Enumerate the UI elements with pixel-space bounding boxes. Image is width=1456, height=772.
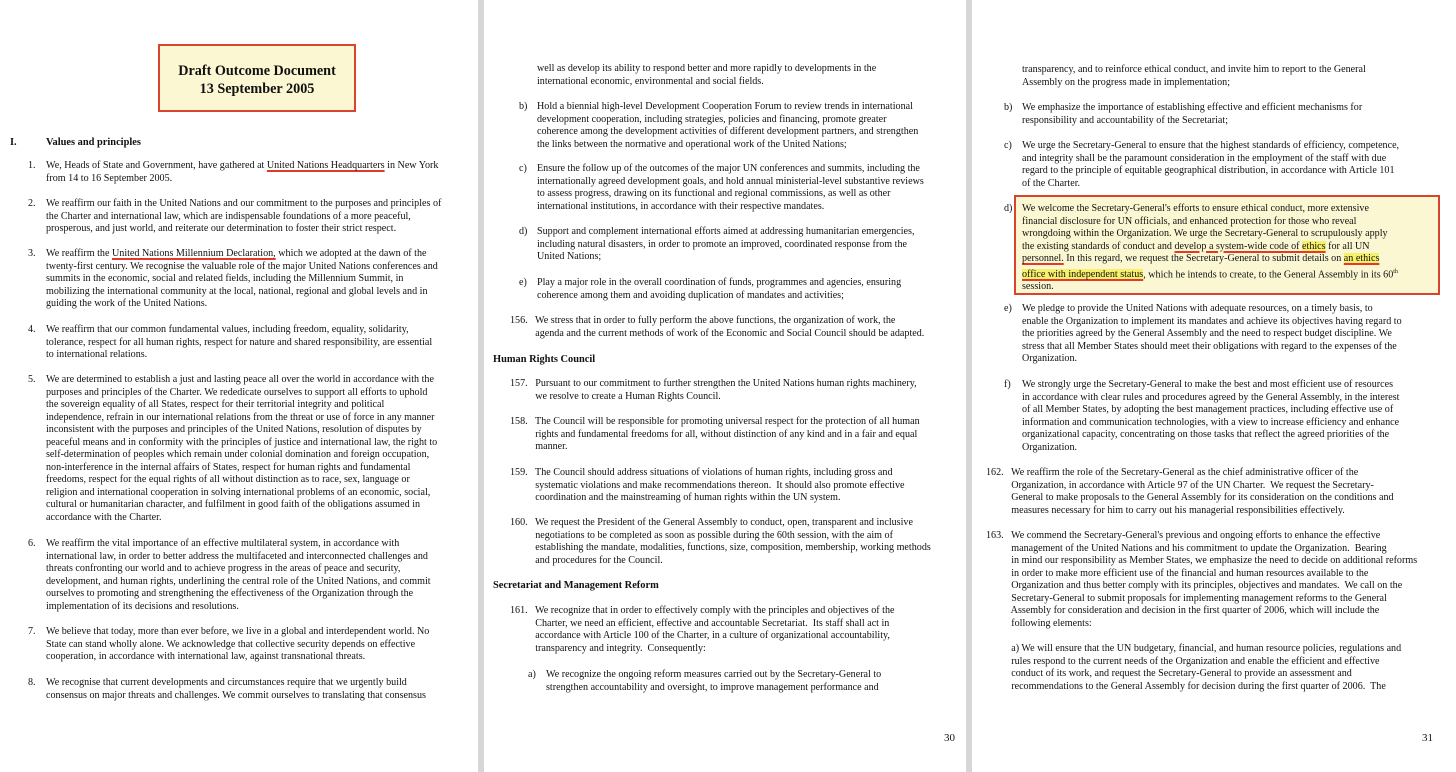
paragraph-4: We reaffirm that our common fundamental values, including freedom, equality, solidarity, tolerance, respect for all human rights, respect for nature and shared responsibility, are essential to international relations. [46, 324, 433, 360]
paragraph-number: 6. [28, 538, 36, 549]
item-e: We pledge to provide the United Nations with adequate resources, on a timely basis, to enable the Organization to implement its mandates and achieve its objectives having regard to the priorities agreed by the General Assembly and the need to respect budget discipline. We stress that all Member States should meet their obligations with regard to the expenses of the Organization. [1022, 303, 1402, 364]
paragraph-number: 7. [28, 626, 36, 637]
paragraph-161a: We recognize the ongoing reform measures carried out by the Secretary-General to strengthen accountability and oversight, to improve management performance and [546, 669, 882, 693]
paragraph-3: We reaffirm the United Nations Millennium Declaration, which we adopted at the dawn of the twenty-first century. We recognise the valuable role of the major United Nations conferences and summits in the economic, social and related fields, including the Millennium Summit, in mobilizing the international community at the local, national, regional and global levels and in guiding the work of the United Nations. [46, 248, 438, 309]
paragraph-163: 163. We commend the Secretary-General's previous and ongoing efforts to enhance the effective management of the United Nations and his commitment to update the Organization. Bearing in mind our responsibility as Member States, we emphasize the need to decide on additional reforms in order to make more efficient use of the financial and human resources available to the Organization and thus better comply with its principles, objectives and mandates. We call on the Secretary-General to submit proposals for implementing management reforms to the General Assembly for consideration and decision in the first quarter of 2006, which will include the following elements: [986, 530, 1418, 629]
document-page-30 [484, 0, 966, 772]
item-label: d) [519, 226, 528, 237]
paragraph-163a: a) We will ensure that the UN budgetary, financial, and human resource policies, regulations and rules respond to the current needs of the Organization and enable the efficient and effective conduct of its work, and request the Secretary-General to provide an assessment and recommendations to the General Assembly for decision during the first quarter of 2006. The [1011, 643, 1402, 692]
paragraph-2: We reaffirm our faith in the United Nations and our commitment to the purposes and principles of the Charter and international law, which are indispensable foundations of a more peaceful, prosperous, and just world, and reiterate our determination to foster their strict respect. [46, 198, 442, 234]
continued-text: well as develop its ability to respond better and more rapidly to developments in the international economic, environmental and social fields. [537, 63, 877, 87]
document-title: Draft Outcome Document [178, 63, 336, 79]
underlined-phrase: United Nations Headquarters [266, 160, 385, 171]
paragraph-159: 159. The Council should address situations of violations of human rights, including gross and systematic violations and make recommendations thereon. It should also promote effective coordination and the mainstreaming of human rights within the UN system. [510, 467, 905, 503]
item-d-line: personnel. In this regard, we request the Secretary-General to submit details on an ethics [1022, 253, 1380, 264]
heading-secretariat-reform: Secretariat and Management Reform [493, 580, 659, 591]
paragraph-number: 4. [28, 324, 36, 335]
item-d-line: financial disclosure for UN officials, and enhanced protection for those who reveal [1022, 215, 1357, 227]
item-b: We emphasize the importance of establishing effective and efficient mechanisms for responsibility and accountability of the Secretariat; [1022, 102, 1363, 126]
document-page-31 [972, 0, 1456, 772]
item-d-line: office with independent status, which he intends to create, to the General Assembly in its 60th [1022, 268, 1398, 280]
continued-text: transparency, and to reinforce ethical conduct, and invite him to report to the General Assembly on the progress made in implementation; [1022, 64, 1366, 88]
section-number: I. [10, 137, 17, 148]
heading-human-rights-council: Human Rights Council [493, 354, 596, 365]
item-d-line: session. [1022, 281, 1054, 293]
paragraph-162: 162. We reaffirm the role of the Secretary-General as the chief administrative officer of the Organization, in accordance with Article 97 of the UN Charter. We request the Secretary- General to make proposals to the General Assembly for its consideration on the conditions and measures necessary for him to carry out his managerial responsibilities effectively. [986, 467, 1394, 516]
document-date: 13 September 2005 [199, 81, 315, 97]
item-label: a) [528, 669, 536, 680]
item-label: f) [1004, 379, 1011, 390]
item-label: d) [1004, 203, 1013, 214]
item-label: c) [1004, 140, 1012, 151]
item-c: Ensure the follow up of the outcomes of the major UN conferences and summits, including the internationally agreed development goals, and hold annual ministerial-level substantive reviews to assess progress, drawing on its functional and regional commissions, as well as other international institutions, in accordance with their respective mandates. [537, 163, 924, 212]
item-label: e) [1004, 303, 1012, 314]
underlined-phrase: office with independent status [1022, 268, 1144, 280]
underlined-phrase: United Nations Millennium Declaration, [111, 248, 276, 259]
item-label: b) [1004, 102, 1013, 113]
item-d-line: We welcome the Secretary-General's efforts to ensure ethical conduct, more extensive [1022, 203, 1369, 214]
paragraph-1: We, Heads of State and Government, have gathered at United Nations Headquarters in New York from 14 to 16 September 2005. [46, 160, 439, 184]
paragraph-158: 158. The Council will be responsible for promoting universal respect for the protection of all human rights and fundamental freedoms for all, without distinction of any kind and in a fair and equal manner. [510, 416, 920, 452]
document-page-left [0, 0, 478, 772]
paragraph-number: 8. [28, 677, 36, 688]
item-d: Support and complement international efforts aimed at addressing humanitarian emergencies, including natural disasters, in order to promote an improved, coordinated response from the United Nations; [537, 226, 915, 262]
paragraph-157: 157. Pursuant to our commitment to further strengthen the United Nations human rights machinery, we resolve to create a Human Rights Council. [510, 378, 917, 402]
paragraph-number: 1. [28, 160, 36, 171]
paragraph-160: 160. We request the President of the General Assembly to conduct, open, transparent and inclusive negotiations to be completed as soon as possible during the 60th session, with the aim of establishing the mandate, modalities, functions, size, composition, membership, working methods and procedures for the Council. [510, 517, 931, 566]
item-d [1022, 203, 1398, 294]
item-label: e) [519, 277, 527, 288]
paragraph-number: 5. [28, 374, 36, 385]
item-d-line: the existing standards of conduct and develop a system-wide code of ethics for all UN [1022, 240, 1370, 252]
section-title: Values and principles [46, 137, 141, 148]
item-b: Hold a biennial high-level Development Cooperation Forum to review trends in international development cooperation, including strategies, policies and financing, promote greater coherence among the development activities of different development partners, and strengthen the links between the normative and operational work of the United Nations; [537, 101, 919, 150]
paragraph-156: 156. We stress that in order to fully perform the above functions, the organization of work, the agenda and the current methods of work of the Economic and Social Council should be adapted. [510, 315, 925, 339]
item-f: We strongly urge the Secretary-General to make the best and most efficient use of resources in accordance with clear rules and procedures agreed by the General Assembly, in the interest of all Member States, by adopting the best management practices, including effective use of information and communication technologies, with a view to increase efficiency and enhance organizational capacity, concentrating on those tasks that reflect the agreed priorities of the Organization. [1022, 379, 1400, 453]
paragraph-number: 2. [28, 198, 36, 209]
item-c: We urge the Secretary-General to ensure that the highest standards of efficiency, competence, and integrity shall be the paramount consideration in the employment of the staff with due regard to the principle of equitable geographical distribution, in accordance with Article 101 of the Charter. [1022, 140, 1400, 189]
underlined-phrase: develop a system-wide code of [1174, 240, 1303, 252]
page-number: 31 [1422, 732, 1433, 744]
item-d-line: wrongdoing within the Organization. We urge the Secretary-General to scrupulously apply [1022, 228, 1388, 239]
highlighted-word: ethics [1302, 240, 1326, 252]
paragraph-number: 3. [28, 248, 36, 259]
item-label: b) [519, 101, 528, 112]
item-e: Play a major role in the overall coordination of funds, programmes and agencies, ensuring coherence among them and avoiding duplication of mandates and activities; [537, 277, 902, 301]
paragraph-6: We reaffirm the vital importance of an effective multilateral system, in accordance with international law, in order to better address the multifaceted and interconnected challenges and threats confronting our world and to achieve progress in the areas of peace and security, development, and human rights, underlining the central role of the United Nations, and commit ourselves to promoting and strengthening the effectiveness of the Organization through the implementation of its decisions and resolutions. [46, 538, 431, 612]
underlined-phrase: personnel. [1022, 253, 1064, 264]
page-number: 30 [944, 732, 955, 744]
item-label: c) [519, 163, 527, 174]
paragraph-5: We are determined to establish a just and lasting peace all over the world in accordance with the purposes and principles of the Charter. We rededicate ourselves to support all efforts to uphold the sovereign equality of all States, respect for their territorial integrity and political independence, refrain in our international relations from the threat or use of force in any manner inconsistent with the purposes and principles of the United Nations, resolution of disputes by peaceful means and in conformity with the principles of justice and international law, the right to self-determination of peoples which remain under colonial domination and foreign occupation, non-interference in the internal affairs of States, respect for human rights and fundamental freedoms, respect for the equal rights of all without distinction as to race, sex, language or religion and international cooperation in solving international problems of an economic, social, cultural or humanitarian character, and fulfilment in good faith of the obligations assumed in accordance with the Charter. [46, 374, 438, 523]
title-box [158, 44, 356, 112]
paragraph-161: 161. We recognize that in order to effectively comply with the principles and objectives of the Charter, we need an efficient, effective and accountable Secretariat. Its staff shall act in accordance with Article 100 of the Charter, in a culture of organizational accountability, transparency and integrity. Consequently: [510, 605, 895, 654]
paragraph-8: We recognise that current developments and circumstances require that we urgently build consensus on major threats and challenges. We commit ourselves to translating that consensus [46, 677, 426, 701]
highlighted-word: an ethics [1343, 253, 1380, 264]
paragraph-7: We believe that today, more than ever before, we live in a global and interdependent world. No State can stand wholly alone. We acknowledge that collective security depends on effective cooperation, in accordance with international law, against transnational threats. [46, 626, 430, 662]
